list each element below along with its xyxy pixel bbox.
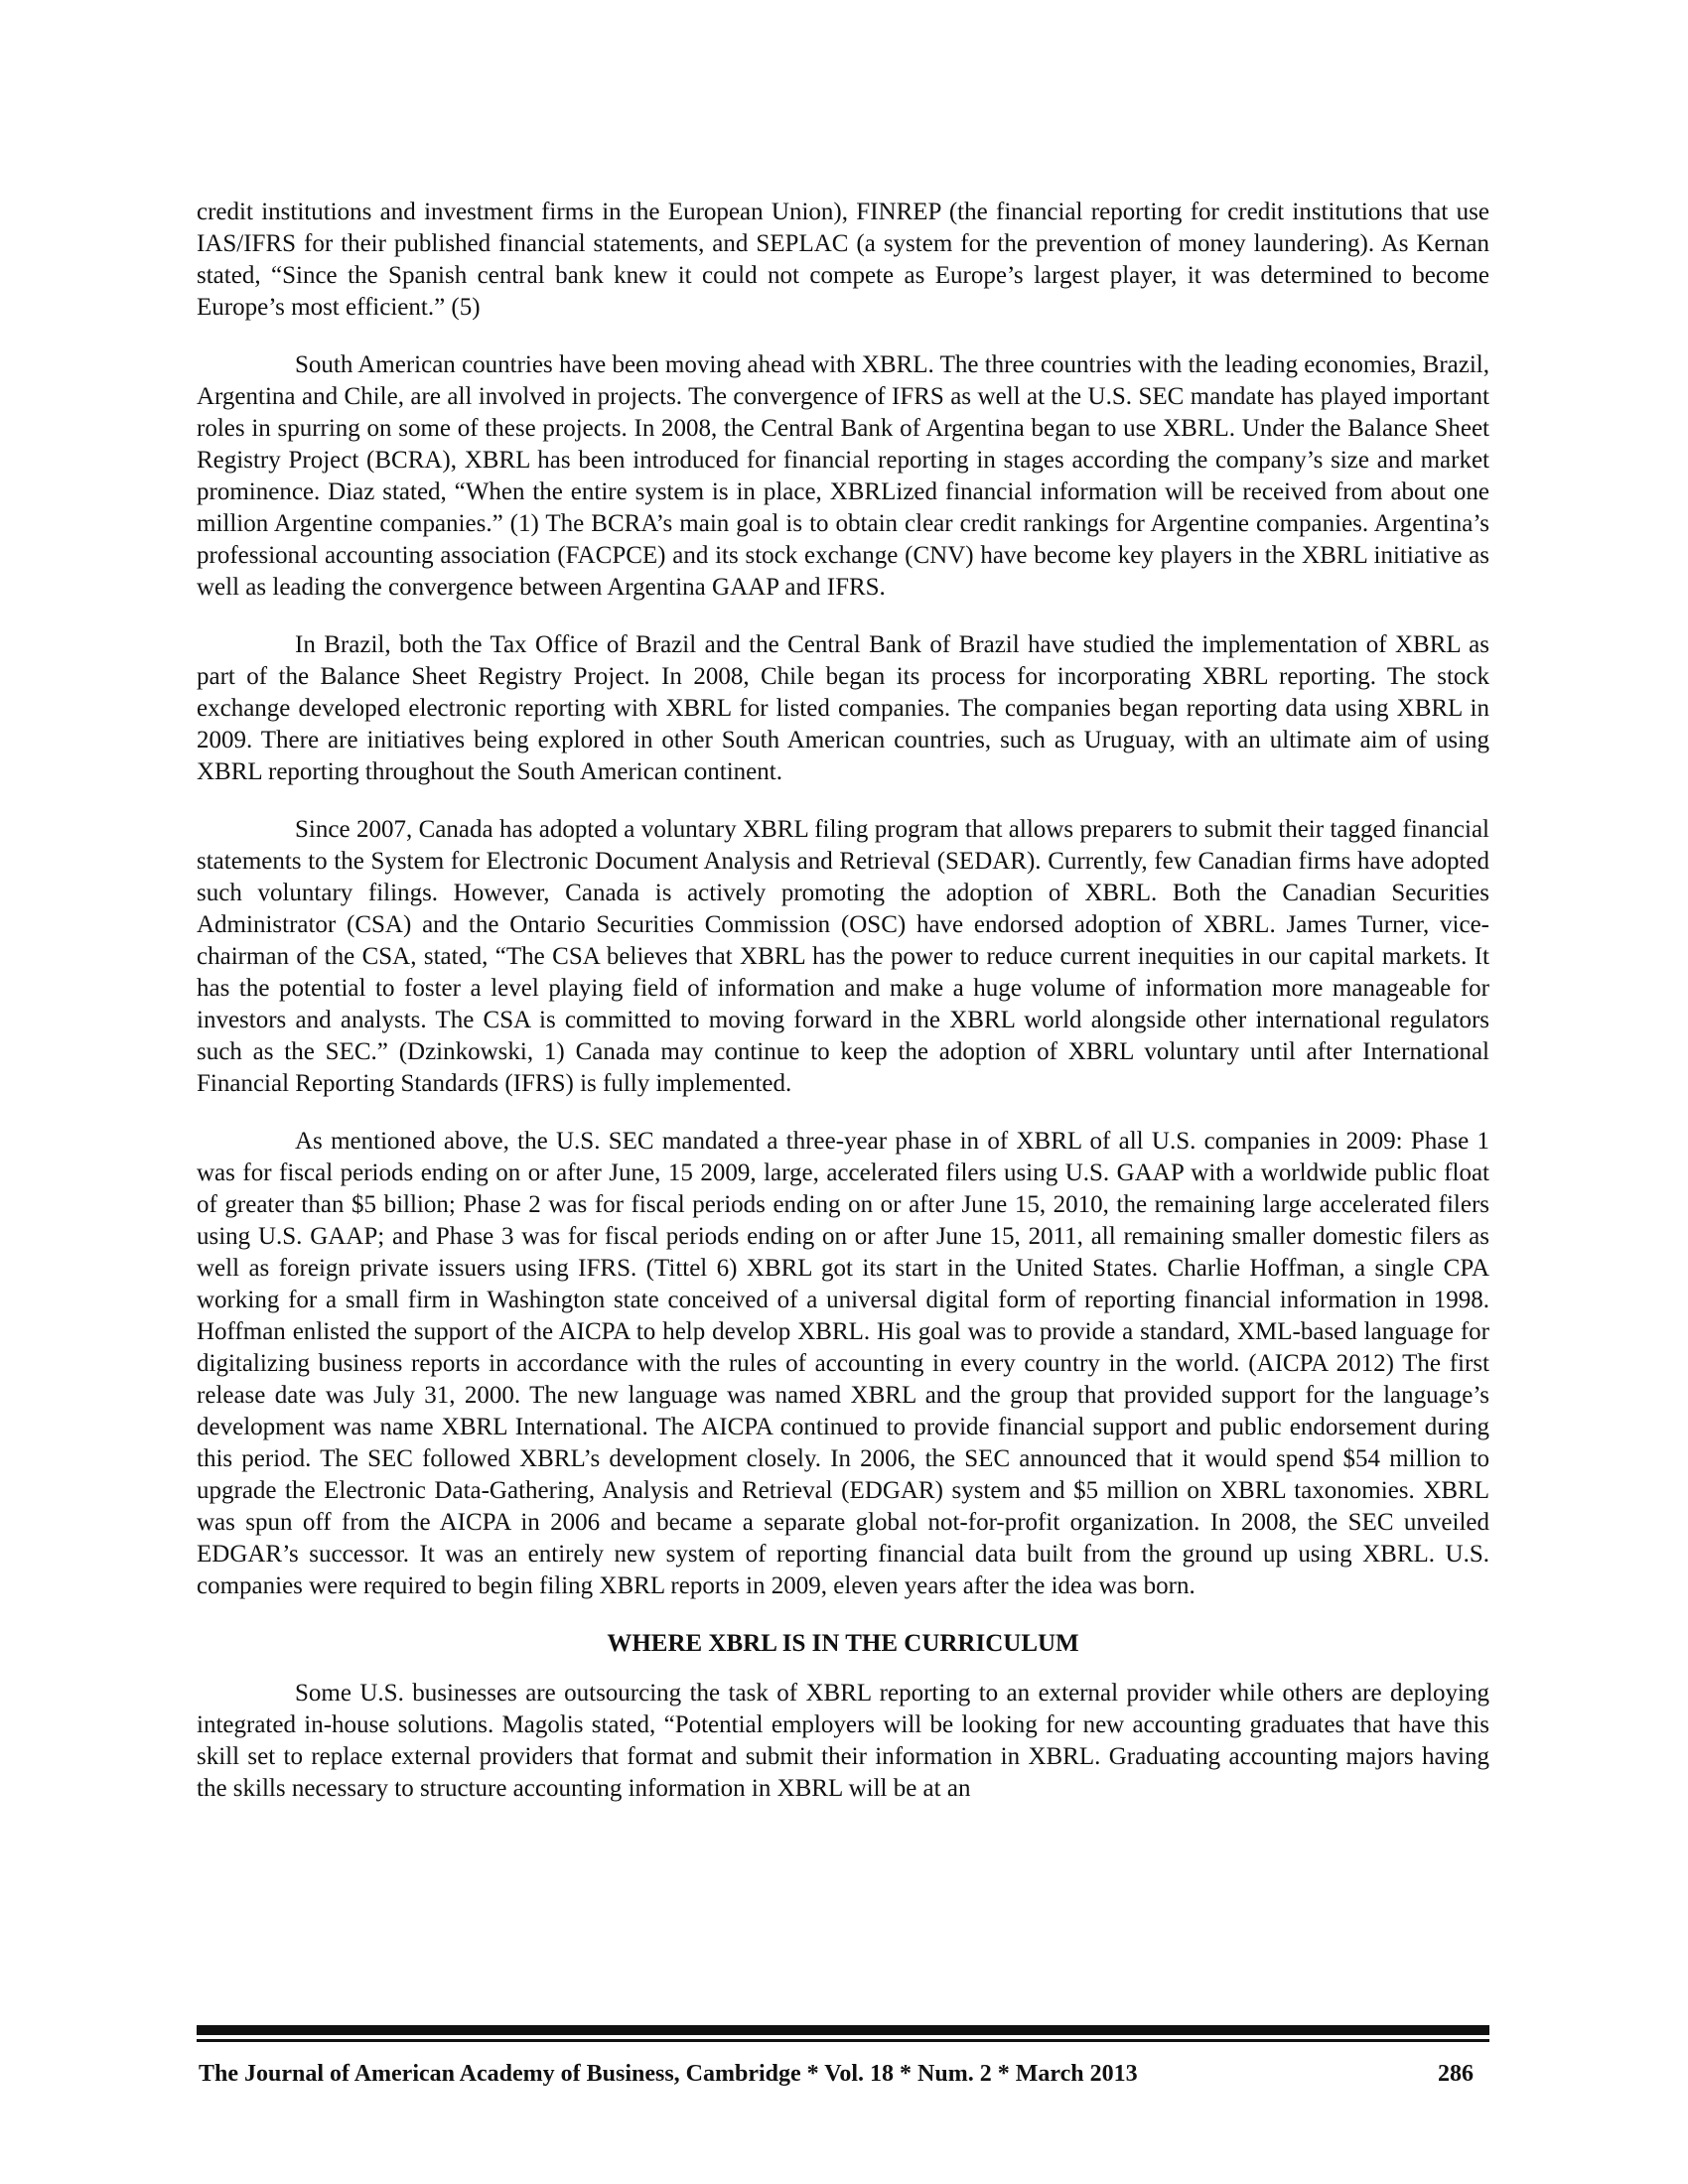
page-number: 286 <box>1438 2061 1474 2087</box>
paragraph-south-america: South American countries have been moving ahead with XBRL. The three countries with the leading economies, Brazil, Argentina and Chile, are all involved in projects. The convergence of IFRS as well at the U.S. SEC mandate has played important roles in spurring on some of these projects. In 2008, the Central Bank of Argentina began to use XBRL. Under the Balance Sheet Registry Project (BCRA), XBRL has been introduced for financial reporting in stages according the company’s size and market prominence. Diaz stated, “When the entire system is in place, XBRLized financial information will be received from about one million Argentine companies.” (1) The BCRA’s main goal is to obtain clear credit rankings for Argentine companies. Argentina’s professional accounting association (FACPCE) and its stock exchange (CNV) have become key players in the XBRL initiative as well as leading the convergence between Argentina GAAP and IFRS. <box>197 351 1489 601</box>
footer-journal-citation: The Journal of American Academy of Business, Cambridge * Vol. 18 * Num. 2 * March 2013 <box>199 2061 1138 2087</box>
paragraph-brazil-chile: In Brazil, both the Tax Office of Brazil and the Central Bank of Brazil have studied the implementation of XBRL as part of the Balance Sheet Registry Project. In 2008, Chile began its process for incorporating XBRL reporting. The stock exchange developed electronic reporting with XBRL for listed companies. The companies began reporting data using XBRL in 2009. There are initiatives being explored in other South American countries, such as Uruguay, with an ultimate aim of using XBRL reporting throughout the South American continent. <box>197 631 1489 785</box>
paragraph-canada: Since 2007, Canada has adopted a voluntary XBRL filing program that allows preparers to submit their tagged financial statements to the System for Electronic Document Analysis and Retrieval (SEDAR). Currently, few Canadian firms have adopted such voluntary filings. However, Canada is actively promoting the adoption of XBRL. Both the Canadian Securities Administrator (CSA) and the Ontario Securities Commission (OSC) have endorsed adoption of XBRL. James Turner, vice-chairman of the CSA, stated, “The CSA believes that XBRL has the power to reduce current inequities in our capital markets. It has the potential to foster a level playing field of information and make a huge volume of information more manageable for investors and analysts. The CSA is committed to moving forward in the XBRL world alongside other international regulators such as the SEC.” (Dzinkowski, 1) Canada may continue to keep the adoption of XBRL voluntary until after International Financial Reporting Standards (IFRS) is fully implemented. <box>197 816 1489 1097</box>
footer-rule-thin <box>197 2039 1489 2042</box>
section-heading: WHERE XBRL IS IN THE CURRICULUM <box>607 1630 1079 1657</box>
footer-rule-thick <box>197 2025 1489 2035</box>
paragraph-curriculum: Some U.S. businesses are outsourcing the task of XBRL reporting to an external provider while others are deploying integrated in-house solutions. Magolis stated, “Potential employers will be looking for new accounting graduates that have this skill set to replace external providers that format and submit their information in XBRL. Graduating accounting majors having the skills necessary to structure accounting information in XBRL will be at an <box>197 1680 1489 1802</box>
paragraph-continuation: credit institutions and investment firms in the European Union), FINREP (the financial reporting for credit institutions that use IAS/IFRS for their published financial statements, and SEPLAC (a system for the prevention of money laundering). As Kernan stated, “Since the Spanish central bank knew it could not compete as Europe’s largest player, it was determined to become Europe’s most efficient.” (5) <box>197 199 1489 321</box>
page-body <box>197 197 1489 1805</box>
paragraph-us-sec: As mentioned above, the U.S. SEC mandated a three-year phase in of XBRL of all U.S. companies in 2009: Phase 1 was for fiscal periods ending on or after June, 15 2009, large, accelerated filers using U.S. GAAP with a worldwide public float of greater than $5 billion; Phase 2 was for fiscal periods ending on or after June 15, 2010, the remaining large accelerated filers using U.S. GAAP; and Phase 3 was for fiscal periods ending on or after June 15, 2011, all remaining smaller domestic filers as well as foreign private issuers using IFRS. (Tittel 6) XBRL got its start in the United States. Charlie Hoffman, a single CPA working for a small firm in Washington state conceived of a universal digital form of reporting financial information in 1998. Hoffman enlisted the support of the AICPA to help develop XBRL. His goal was to provide a standard, XML-based language for digitalizing business reports in accordance with the rules of accounting in every country in the world. (AICPA 2012) The first release date was July 31, 2000. The new language was named XBRL and the group that provided support for the language’s development was name XBRL International. The AICPA continued to provide financial support and public endorsement during this period. The SEC followed XBRL’s development closely. In 2006, the SEC announced that it would spend $54 million to upgrade the Electronic Data-Gathering, Analysis and Retrieval (EDGAR) system and $5 million on XBRL taxonomies. XBRL was spun off from the AICPA in 2006 and became a separate global not-for-profit organization. In 2008, the SEC unveiled EDGAR’s successor. It was an entirely new system of reporting financial data built from the ground up using XBRL. U.S. companies were required to begin filing XBRL reports in 2009, eleven years after the idea was born. <box>197 1128 1489 1599</box>
